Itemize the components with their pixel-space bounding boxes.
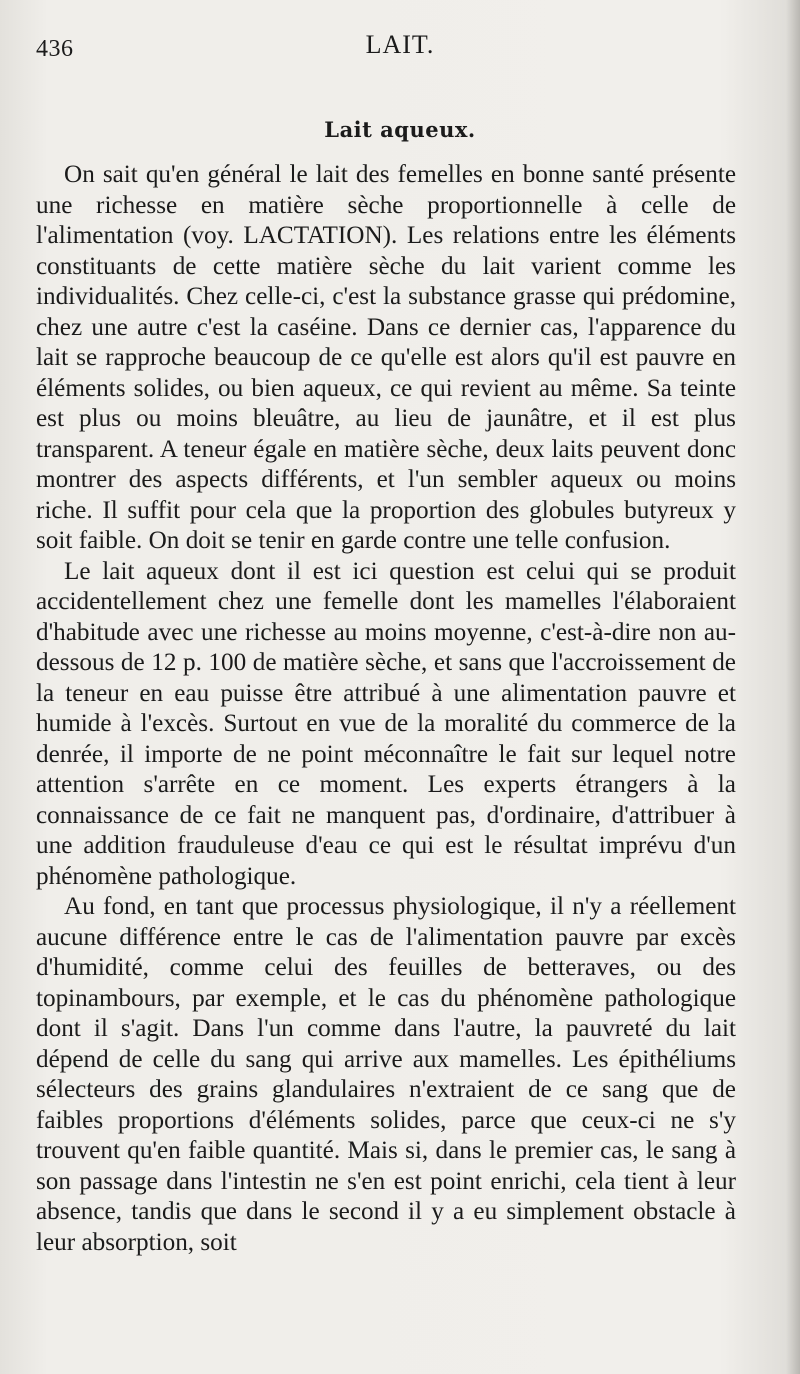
running-title: LAIT. [365,30,435,59]
page-number: 436 [36,36,74,62]
paragraph-3: Au fond, en tant que processus physiologique, il n'y a réellement aucune différence entre le cas de l'alimentation pauvre par excès d'humidité, comme celui des feuilles de betteraves, ou des topinambours, par exemple, et le cas du phénomène pathologique dont il s'agit. Dans l'un comme dans l'autre, la pauvreté du lait dépend de celle du sang qui arrive aux mamelles. Les épithéliums sélecteurs des grains glandulaires n'extraient de ce sang que de faibles proportions d'éléments solides, parce que ceux-ci ne s'y trouvent qu'en faible quantité. Mais si, dans le premier cas, le sang à son passage dans l'intestin ne s'en est point enrichi, cela tient à leur absence, tandis que dans le second il y a eu simplement obstacle à leur absorption, soit [36,893,736,1256]
page-edge-shadow [786,0,800,1374]
body-text [36,160,736,1258]
section-title: Lait aqueux. [324,117,476,142]
paragraph-1: On sait qu'en général le lait des femelles en bonne santé présente une richesse en matière sèche proportionnelle à celle de l'alimentation (voy. LACTATION). Les relations entre les éléments constituants de cette matière sèche du lait varient comme les individualités. Chez celle-ci, c'est la substance grasse qui prédomine, chez une autre c'est la caséine. Dans ce dernier cas, l'apparence du lait se rapproche beaucoup de ce qu'elle est alors qu'il est pauvre en éléments solides, ou bien aqueux, ce qui revient au même. Sa teinte est plus ou moins bleuâtre, au lieu de jaunâtre, et il est plus transparent. A teneur égale en matière sèche, deux laits peuvent donc montrer des aspects différents, et l'un sembler aqueux ou moins riche. Il suffit pour cela que la proportion des globules butyreux y soit faible. On doit se tenir en garde contre une telle confusion. [36,161,736,554]
paragraph-2: Le lait aqueux dont il est ici question est celui qui se produit accidentellement chez une femelle dont les mamelles l'élaboraient d'habitude avec une richesse au moins moyenne, c'est-à-dire non au-dessous de 12 p. 100 de matière sèche, et sans que l'accroissement de la teneur en eau puisse être attribué à une alimentation pauvre et humide à l'excès. Surtout en vue de la moralité du commerce de la denrée, il importe de ne point méconnaître le fait sur lequel notre attention s'arrête en ce moment. Les experts étrangers à la connaissance de ce fait ne manquent pas, d'ordinaire, d'attribuer à une addition frauduleuse d'eau ce qui est le résultat imprévu d'un phénomène pathologique. [36,557,736,890]
